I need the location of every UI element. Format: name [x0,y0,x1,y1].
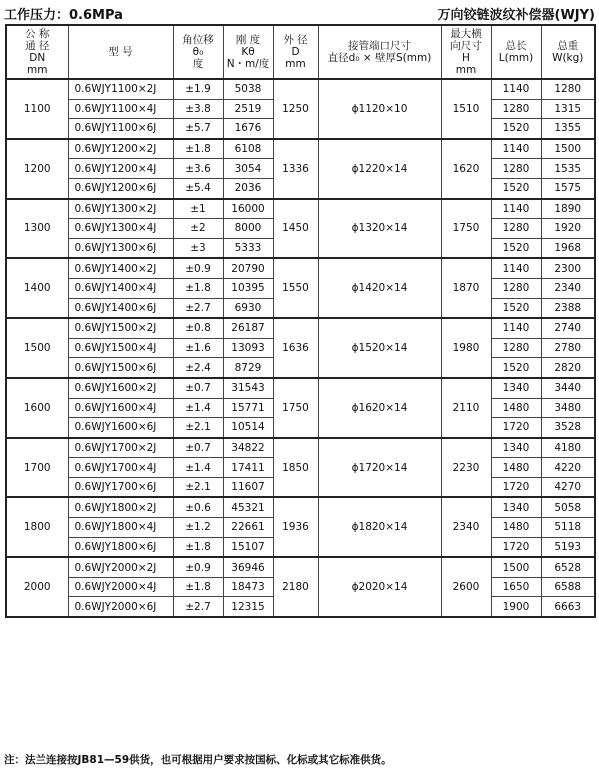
cell-stiffness: 2519 [223,99,273,119]
cell-length: 1140 [491,258,541,278]
cell-angle: ±1.8 [173,577,223,597]
table-row [6,378,595,398]
table-row [6,497,595,517]
footnote: 注：法兰连接按JB81—59供货，也可根据用户要求按国标、化标或其它标准供货。 [4,754,392,766]
cell-stiffness: 10514 [223,418,273,438]
cell-length: 1140 [491,139,541,159]
cell-height: 1620 [441,139,491,199]
cell-weight: 1500 [541,139,595,159]
cell-length: 1480 [491,518,541,538]
cell-diameter: 1936 [273,497,318,557]
cell-weight: 2340 [541,278,595,298]
cell-model: 0.6WJY1300×2J [68,199,173,219]
cell-stiffness: 8729 [223,358,273,378]
cell-angle: ±0.9 [173,557,223,577]
cell-length: 1340 [491,497,541,517]
cell-weight: 5118 [541,518,595,538]
spec-table [5,24,596,618]
cell-weight: 3440 [541,378,595,398]
cell-model: 0.6WJY2000×6J [68,597,173,617]
cell-angle: ±3.6 [173,159,223,179]
col-header-pipe: 接管端口尺寸 直径d₀ × 壁厚S(mm) [318,25,441,79]
cell-length: 1480 [491,458,541,478]
cell-angle: ±5.4 [173,178,223,198]
table-row [6,557,595,577]
cell-model: 0.6WJY1500×4J [68,338,173,358]
cell-diameter: 1250 [273,79,318,139]
cell-model: 0.6WJY1700×6J [68,477,173,497]
cell-pipe: ϕ1320×14 [318,199,441,259]
table-row [6,318,595,338]
cell-model: 0.6WJY1200×4J [68,159,173,179]
cell-height: 1510 [441,79,491,139]
cell-weight: 4270 [541,477,595,497]
cell-stiffness: 6930 [223,298,273,318]
cell-angle: ±0.6 [173,497,223,517]
cell-weight: 2300 [541,258,595,278]
cell-length: 1520 [491,178,541,198]
cell-pipe: ϕ1420×14 [318,258,441,318]
cell-dn: 1300 [6,199,68,259]
cell-stiffness: 11607 [223,477,273,497]
cell-model: 0.6WJY1100×2J [68,79,173,99]
cell-angle: ±0.8 [173,318,223,338]
cell-length: 1520 [491,298,541,318]
cell-angle: ±1.4 [173,398,223,418]
cell-weight: 2820 [541,358,595,378]
cell-weight: 2780 [541,338,595,358]
cell-dn: 1500 [6,318,68,378]
cell-stiffness: 13093 [223,338,273,358]
cell-stiffness: 12315 [223,597,273,617]
cell-angle: ±0.7 [173,438,223,458]
cell-height: 1980 [441,318,491,378]
cell-dn: 2000 [6,557,68,617]
cell-model: 0.6WJY1400×2J [68,258,173,278]
cell-weight: 1315 [541,99,595,119]
col-header-dn: 公 称 通 径 DN mm [6,25,68,79]
cell-stiffness: 34822 [223,438,273,458]
cell-stiffness: 45321 [223,497,273,517]
col-header-height: 最大横 向尺寸 H mm [441,25,491,79]
cell-dn: 1700 [6,438,68,498]
cell-height: 2600 [441,557,491,617]
cell-length: 1340 [491,438,541,458]
table-row [6,199,595,219]
table-row [6,438,595,458]
cell-length: 1900 [491,597,541,617]
cell-pipe: ϕ1520×14 [318,318,441,378]
cell-model: 0.6WJY1600×4J [68,398,173,418]
cell-stiffness: 20790 [223,258,273,278]
cell-length: 1520 [491,119,541,139]
cell-stiffness: 36946 [223,557,273,577]
cell-weight: 6663 [541,597,595,617]
cell-angle: ±1 [173,199,223,219]
cell-dn: 1100 [6,79,68,139]
cell-length: 1280 [491,278,541,298]
cell-pipe: ϕ1120×10 [318,79,441,139]
cell-diameter: 1636 [273,318,318,378]
cell-angle: ±2.7 [173,298,223,318]
cell-dn: 1600 [6,378,68,438]
cell-model: 0.6WJY1700×2J [68,438,173,458]
cell-model: 0.6WJY1500×6J [68,358,173,378]
cell-weight: 1575 [541,178,595,198]
table-row [6,139,595,159]
cell-model: 0.6WJY1300×6J [68,238,173,258]
cell-length: 1280 [491,99,541,119]
cell-dn: 1200 [6,139,68,199]
cell-diameter: 2180 [273,557,318,617]
cell-weight: 2388 [541,298,595,318]
cell-weight: 1968 [541,238,595,258]
cell-model: 0.6WJY1200×2J [68,139,173,159]
cell-weight: 1280 [541,79,595,99]
cell-model: 0.6WJY1500×2J [68,318,173,338]
cell-length: 1720 [491,477,541,497]
cell-length: 1520 [491,238,541,258]
cell-model: 0.6WJY1100×6J [68,119,173,139]
cell-angle: ±1.8 [173,139,223,159]
cell-angle: ±2.4 [173,358,223,378]
cell-height: 2110 [441,378,491,438]
cell-model: 0.6WJY2000×2J [68,557,173,577]
working-pressure-label: 工作压力：0.6MPa [4,8,123,23]
cell-height: 2230 [441,438,491,498]
cell-model: 0.6WJY1800×4J [68,518,173,538]
cell-length: 1720 [491,537,541,557]
cell-pipe: ϕ1220×14 [318,139,441,199]
product-title: 万向铰链波纹补偿器(WJY) [437,8,595,23]
cell-pipe: ϕ1720×14 [318,438,441,498]
header-row [6,25,595,79]
cell-length: 1650 [491,577,541,597]
cell-length: 1140 [491,318,541,338]
cell-length: 1480 [491,398,541,418]
cell-pipe: ϕ1820×14 [318,497,441,557]
cell-angle: ±2 [173,219,223,239]
cell-diameter: 1336 [273,139,318,199]
cell-angle: ±0.7 [173,378,223,398]
cell-diameter: 1850 [273,438,318,498]
cell-angle: ±1.2 [173,518,223,538]
cell-length: 1280 [491,219,541,239]
cell-stiffness: 15107 [223,537,273,557]
cell-length: 1520 [491,358,541,378]
cell-stiffness: 26187 [223,318,273,338]
cell-height: 2340 [441,497,491,557]
cell-stiffness: 16000 [223,199,273,219]
cell-length: 1340 [491,378,541,398]
table-row [6,79,595,99]
cell-model: 0.6WJY1800×2J [68,497,173,517]
cell-stiffness: 3054 [223,159,273,179]
cell-stiffness: 1676 [223,119,273,139]
cell-angle: ±3.8 [173,99,223,119]
cell-weight: 4220 [541,458,595,478]
cell-model: 0.6WJY1600×6J [68,418,173,438]
cell-height: 1870 [441,258,491,318]
cell-length: 1280 [491,338,541,358]
cell-weight: 5193 [541,537,595,557]
cell-angle: ±1.8 [173,537,223,557]
cell-weight: 6588 [541,577,595,597]
cell-weight: 1355 [541,119,595,139]
cell-stiffness: 8000 [223,219,273,239]
col-header-length: 总长 L(mm) [491,25,541,79]
cell-angle: ±5.7 [173,119,223,139]
cell-model: 0.6WJY1600×2J [68,378,173,398]
col-header-angle: 角位移 θ₀ 度 [173,25,223,79]
cell-stiffness: 15771 [223,398,273,418]
cell-pipe: ϕ1620×14 [318,378,441,438]
cell-model: 0.6WJY1400×6J [68,298,173,318]
cell-angle: ±2.7 [173,597,223,617]
cell-weight: 1535 [541,159,595,179]
cell-model: 0.6WJY2000×4J [68,577,173,597]
cell-angle: ±1.8 [173,278,223,298]
cell-diameter: 1550 [273,258,318,318]
cell-stiffness: 6108 [223,139,273,159]
cell-angle: ±2.1 [173,477,223,497]
col-header-diameter: 外 径 D mm [273,25,318,79]
cell-stiffness: 31543 [223,378,273,398]
cell-weight: 2740 [541,318,595,338]
cell-model: 0.6WJY1400×4J [68,278,173,298]
cell-model: 0.6WJY1800×6J [68,537,173,557]
cell-stiffness: 22661 [223,518,273,538]
cell-weight: 1920 [541,219,595,239]
spec-table-body [6,79,595,617]
col-header-stiffness: 刚 度 Kθ N・m/度 [223,25,273,79]
cell-angle: ±1.6 [173,338,223,358]
cell-model: 0.6WJY1300×4J [68,219,173,239]
cell-diameter: 1750 [273,378,318,438]
cell-stiffness: 18473 [223,577,273,597]
cell-weight: 6528 [541,557,595,577]
cell-angle: ±1.9 [173,79,223,99]
table-row [6,258,595,278]
col-header-weight: 总重 W(kg) [541,25,595,79]
cell-dn: 1400 [6,258,68,318]
cell-height: 1750 [441,199,491,259]
cell-angle: ±0.9 [173,258,223,278]
cell-weight: 1890 [541,199,595,219]
cell-length: 1140 [491,199,541,219]
cell-stiffness: 10395 [223,278,273,298]
cell-length: 1720 [491,418,541,438]
cell-length: 1500 [491,557,541,577]
cell-weight: 4180 [541,438,595,458]
cell-model: 0.6WJY1700×4J [68,458,173,478]
cell-stiffness: 17411 [223,458,273,478]
cell-angle: ±1.4 [173,458,223,478]
col-header-model: 型 号 [68,25,173,79]
cell-pipe: ϕ2020×14 [318,557,441,617]
cell-stiffness: 5333 [223,238,273,258]
cell-model: 0.6WJY1100×4J [68,99,173,119]
cell-weight: 5058 [541,497,595,517]
cell-diameter: 1450 [273,199,318,259]
cell-length: 1140 [491,79,541,99]
cell-stiffness: 5038 [223,79,273,99]
cell-weight: 3480 [541,398,595,418]
cell-weight: 3528 [541,418,595,438]
cell-model: 0.6WJY1200×6J [68,178,173,198]
cell-dn: 1800 [6,497,68,557]
cell-angle: ±2.1 [173,418,223,438]
cell-stiffness: 2036 [223,178,273,198]
cell-length: 1280 [491,159,541,179]
cell-angle: ±3 [173,238,223,258]
